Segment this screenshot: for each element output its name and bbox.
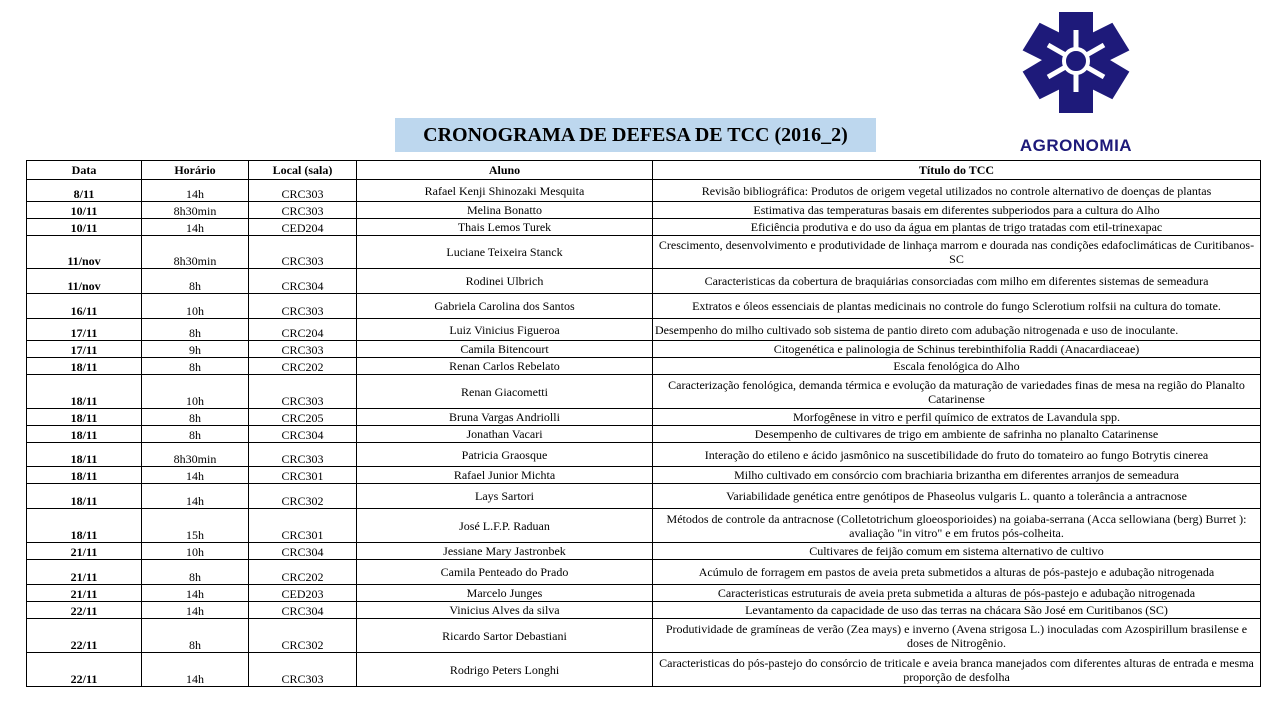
schedule-table [26, 160, 1261, 687]
thesis-title-cell: Milho cultivado em consórcio com brachiaria brizantha em diferentes arranjos de semeadura [653, 467, 1261, 484]
student-cell: Renan Giacometti [357, 375, 653, 409]
room-cell: CED203 [249, 585, 357, 602]
date-cell: 17/11 [27, 319, 142, 341]
table-row [27, 269, 1261, 294]
room-cell: CRC302 [249, 619, 357, 653]
time-cell: 8h30min [142, 202, 249, 219]
date-cell: 18/11 [27, 484, 142, 509]
student-cell: Rafael Junior Michta [357, 467, 653, 484]
student-cell: Camila Penteado do Prado [357, 560, 653, 585]
time-cell: 8h [142, 409, 249, 426]
header-time: Horário [142, 161, 249, 180]
header-room: Local (sala) [249, 161, 357, 180]
thesis-title-cell: Métodos de controle da antracnose (Colletotrichum gloeosporioides) na goiaba-serrana (Acca sellowiana (berg) Burret ): avaliação "in vitro" e em frutos pós-colheita. [653, 509, 1261, 543]
table-row [27, 509, 1261, 543]
thesis-title-cell: Levantamento da capacidade de uso das terras na chácara São José em Curitibanos (SC) [653, 602, 1261, 619]
date-cell: 18/11 [27, 443, 142, 467]
thesis-title-cell: Caracteristicas estruturais de aveia preta submetida a alturas de pós-pastejo e adubação nitrogenada [653, 585, 1261, 602]
time-cell: 9h [142, 341, 249, 358]
student-cell: Vinicius Alves da silva [357, 602, 653, 619]
date-cell: 18/11 [27, 409, 142, 426]
room-cell: CED204 [249, 219, 357, 236]
table-row [27, 341, 1261, 358]
date-cell: 18/11 [27, 467, 142, 484]
student-cell: Jonathan Vacari [357, 426, 653, 443]
table-row [27, 409, 1261, 426]
date-cell: 18/11 [27, 509, 142, 543]
thesis-title-cell: Eficiência produtiva e do uso da água em plantas de trigo tratadas com etil-trinexapac [653, 219, 1261, 236]
student-cell: Marcelo Junges [357, 585, 653, 602]
time-cell: 10h [142, 543, 249, 560]
time-cell: 14h [142, 467, 249, 484]
student-cell: Rafael Kenji Shinozaki Mesquita [357, 180, 653, 202]
student-cell: Renan Carlos Rebelato [357, 358, 653, 375]
table-row [27, 219, 1261, 236]
time-cell: 8h [142, 358, 249, 375]
thesis-title-cell: Interação do etileno e ácido jasmônico na suscetibilidade do fruto do tomateiro ao fungo Botrytis cinerea [653, 443, 1261, 467]
table-row [27, 236, 1261, 269]
date-cell: 8/11 [27, 180, 142, 202]
student-cell: Luciane Teixeira Stanck [357, 236, 653, 269]
student-cell: Ricardo Sartor Debastiani [357, 619, 653, 653]
time-cell: 14h [142, 219, 249, 236]
student-cell: Melina Bonatto [357, 202, 653, 219]
room-cell: CRC303 [249, 653, 357, 687]
table-row [27, 358, 1261, 375]
time-cell: 8h [142, 319, 249, 341]
time-cell: 8h30min [142, 236, 249, 269]
thesis-title-cell: Caracterização fenológica, demanda térmica e evolução da maturação de variedades finas de mesa na região do Planalto Catarinense [653, 375, 1261, 409]
thesis-title-cell: Escala fenológica do Alho [653, 358, 1261, 375]
room-cell: CRC205 [249, 409, 357, 426]
page-title-text: CRONOGRAMA DE DEFESA DE TCC (2016_2) [423, 123, 848, 146]
thesis-title-cell: Crescimento, desenvolvimento e produtividade de linhaça marrom e dourada nas condições edafoclimáticas de Curitibanos- SC [653, 236, 1261, 269]
room-cell: CRC202 [249, 560, 357, 585]
student-cell: Rodrigo Peters Longhi [357, 653, 653, 687]
room-cell: CRC304 [249, 543, 357, 560]
date-cell: 10/11 [27, 219, 142, 236]
table-row [27, 560, 1261, 585]
room-cell: CRC301 [249, 467, 357, 484]
time-cell: 14h [142, 602, 249, 619]
thesis-title-cell: Citogenética e palinologia de Schinus terebinthifolia Raddi (Anacardiaceae) [653, 341, 1261, 358]
table-row [27, 375, 1261, 409]
logo-text: AGRONOMIA [1019, 136, 1133, 155]
room-cell: CRC303 [249, 202, 357, 219]
room-cell: CRC304 [249, 269, 357, 294]
table-row [27, 467, 1261, 484]
date-cell: 21/11 [27, 560, 142, 585]
thesis-title-cell: Cultivares de feijão comum em sistema alternativo de cultivo [653, 543, 1261, 560]
student-cell: Gabriela Carolina dos Santos [357, 294, 653, 319]
table-row [27, 602, 1261, 619]
agronomia-emblem-icon [1008, 12, 1144, 136]
student-cell: José L.F.P. Raduan [357, 509, 653, 543]
date-cell: 21/11 [27, 585, 142, 602]
table-row [27, 619, 1261, 653]
room-cell: CRC304 [249, 426, 357, 443]
date-cell: 10/11 [27, 202, 142, 219]
header-date: Data [27, 161, 142, 180]
thesis-title-cell: Acúmulo de forragem em pastos de aveia preta submetidos a alturas de pós-pastejo e adubação nitrogenada [653, 560, 1261, 585]
room-cell: CRC303 [249, 180, 357, 202]
table-row [27, 484, 1261, 509]
time-cell: 8h [142, 560, 249, 585]
thesis-title-cell: Revisão bibliográfica: Produtos de origem vegetal utilizados no controle alternativo de doenças de plantas [653, 180, 1261, 202]
room-cell: CRC202 [249, 358, 357, 375]
student-cell: Luiz Vinicius Figueroa [357, 319, 653, 341]
thesis-title-cell: Desempenho do milho cultivado sob sistema de pantio direto com adubação nitrogenada e uso de inoculante. [653, 319, 1261, 341]
time-cell: 8h30min [142, 443, 249, 467]
room-cell: CRC303 [249, 236, 357, 269]
room-cell: CRC303 [249, 294, 357, 319]
room-cell: CRC303 [249, 341, 357, 358]
header-thesis-title: Título do TCC [653, 161, 1261, 180]
table-row [27, 585, 1261, 602]
table-row [27, 294, 1261, 319]
date-cell: 11/nov [27, 236, 142, 269]
thesis-title-cell: Produtividade de gramíneas de verão (Zea mays) e inverno (Avena strigosa L.) inoculadas com Azospirillum brasilense e doses de Nitrogênio. [653, 619, 1261, 653]
date-cell: 16/11 [27, 294, 142, 319]
room-cell: CRC301 [249, 509, 357, 543]
date-cell: 17/11 [27, 341, 142, 358]
time-cell: 8h [142, 426, 249, 443]
time-cell: 10h [142, 294, 249, 319]
student-cell: Jessiane Mary Jastronbek [357, 543, 653, 560]
date-cell: 22/11 [27, 653, 142, 687]
table-row [27, 543, 1261, 560]
header-student: Aluno [357, 161, 653, 180]
table-row [27, 653, 1261, 687]
room-cell: CRC302 [249, 484, 357, 509]
student-cell: Bruna Vargas Andriolli [357, 409, 653, 426]
time-cell: 14h [142, 484, 249, 509]
agronomia-logo [1008, 12, 1144, 156]
table-row [27, 426, 1261, 443]
time-cell: 8h [142, 619, 249, 653]
student-cell: Patricia Graosque [357, 443, 653, 467]
student-cell: Lays Sartori [357, 484, 653, 509]
table-row [27, 443, 1261, 467]
page-title [395, 118, 876, 152]
thesis-title-cell: Variabilidade genética entre genótipos de Phaseolus vulgaris L. quanto a tolerância a antracnose [653, 484, 1261, 509]
date-cell: 22/11 [27, 602, 142, 619]
table-row [27, 180, 1261, 202]
time-cell: 14h [142, 180, 249, 202]
date-cell: 18/11 [27, 358, 142, 375]
thesis-title-cell: Estimativa das temperaturas basais em diferentes subperiodos para a cultura do Alho [653, 202, 1261, 219]
thesis-title-cell: Caracteristicas da cobertura de braquiárias consorciadas com milho em diferentes sistemas de semeadura [653, 269, 1261, 294]
student-cell: Camila Bitencourt [357, 341, 653, 358]
table-row [27, 319, 1261, 341]
room-cell: CRC304 [249, 602, 357, 619]
room-cell: CRC204 [249, 319, 357, 341]
room-cell: CRC303 [249, 375, 357, 409]
time-cell: 14h [142, 585, 249, 602]
student-cell: Thais Lemos Turek [357, 219, 653, 236]
thesis-title-cell: Desempenho de cultivares de trigo em ambiente de safrinha no planalto Catarinense [653, 426, 1261, 443]
table-header-row [27, 161, 1261, 180]
date-cell: 21/11 [27, 543, 142, 560]
time-cell: 14h [142, 653, 249, 687]
time-cell: 15h [142, 509, 249, 543]
room-cell: CRC303 [249, 443, 357, 467]
time-cell: 8h [142, 269, 249, 294]
table-row [27, 202, 1261, 219]
student-cell: Rodinei Ulbrich [357, 269, 653, 294]
time-cell: 10h [142, 375, 249, 409]
date-cell: 18/11 [27, 426, 142, 443]
thesis-title-cell: Caracteristicas do pós-pastejo do consórcio de triticale e aveia branca manejados com diferentes alturas de entrada e mesma proporção de desfolha [653, 653, 1261, 687]
date-cell: 22/11 [27, 619, 142, 653]
thesis-title-cell: Morfogênese in vitro e perfil químico de extratos de Lavandula spp. [653, 409, 1261, 426]
date-cell: 18/11 [27, 375, 142, 409]
thesis-title-cell: Extratos e óleos essenciais de plantas medicinais no controle do fungo Sclerotium rolfsii na cultura do tomate. [653, 294, 1261, 319]
date-cell: 11/nov [27, 269, 142, 294]
